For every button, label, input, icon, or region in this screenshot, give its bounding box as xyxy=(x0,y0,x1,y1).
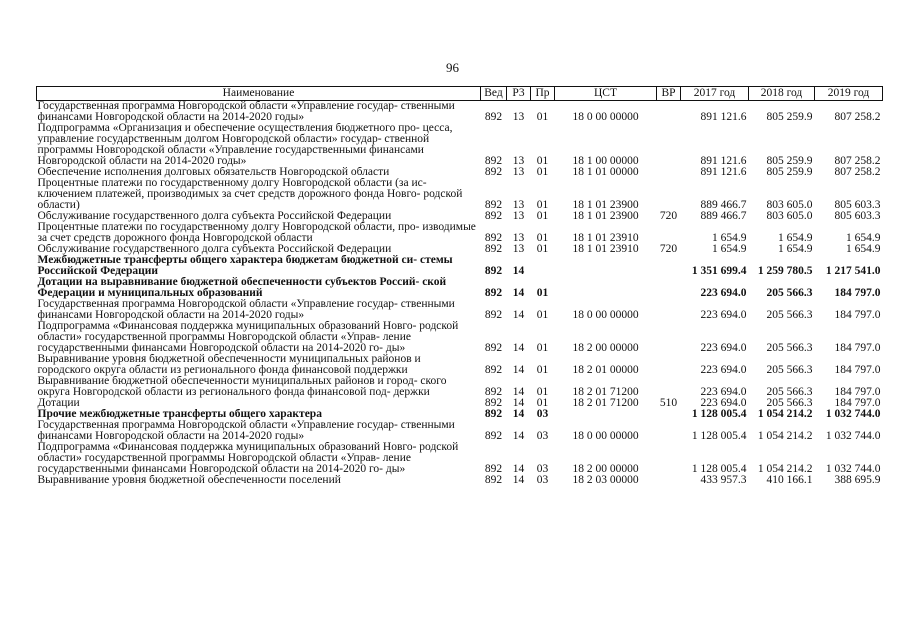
row-pr: 03 xyxy=(536,430,549,442)
header-name: Наименование xyxy=(37,87,481,101)
table-row xyxy=(37,442,883,475)
row-vr xyxy=(657,101,681,124)
row-cst: 18 2 03 00000 xyxy=(572,475,639,486)
row-2018: 205 566.3 xyxy=(766,287,813,299)
row-pr: 03 xyxy=(536,463,549,475)
row-cst xyxy=(555,277,657,299)
table-row xyxy=(37,376,883,398)
table-header-row xyxy=(37,87,883,101)
table-row xyxy=(37,420,883,442)
row-2018: 805 259.9 xyxy=(766,167,813,178)
table-row xyxy=(37,244,883,255)
row-rz: 14 xyxy=(512,364,525,376)
row-ved: 892 xyxy=(484,475,503,486)
row-rz: 13 xyxy=(512,211,525,222)
row-vr xyxy=(657,442,681,475)
row-pr: 03 xyxy=(536,409,549,420)
row-cst: 18 1 00 00000 xyxy=(572,155,639,167)
row-2018: 410 166.1 xyxy=(766,475,813,486)
row-rz: 14 xyxy=(512,386,525,398)
row-ved: 892 xyxy=(484,386,503,398)
row-2018: 205 566.3 xyxy=(766,386,813,398)
row-2017: 1 654.9 xyxy=(712,232,747,244)
row-cst: 18 2 01 71200 xyxy=(572,398,639,409)
row-ved: 892 xyxy=(484,430,503,442)
row-cst: 18 1 01 23910 xyxy=(572,232,639,244)
row-rz: 13 xyxy=(512,155,525,167)
row-2018: 805 259.9 xyxy=(766,111,813,123)
row-2017: 223 694.0 xyxy=(700,364,747,376)
row-vr xyxy=(657,376,681,398)
row-2017: 223 694.0 xyxy=(700,386,747,398)
row-2019: 184 797.0 xyxy=(834,386,881,398)
row-2018: 1 054 214.2 xyxy=(757,430,813,442)
row-2018: 205 566.3 xyxy=(766,398,813,409)
row-name: Подпрограмма «Организация и обеспечение осуществления бюджетного про- цесса, управление государственным долгом Новгородской области» государ- ственной программы Новгородской области «Управление государственными финансами Новгородской области на 2014-2020 годы» xyxy=(37,123,453,167)
row-2018: 803 605.0 xyxy=(766,199,813,211)
row-ved: 892 xyxy=(484,364,503,376)
row-2018: 1 054 214.2 xyxy=(757,409,813,420)
row-name: Подпрограмма «Финансовая поддержка муниципальных образований Новго- родской области» государственной программы Новгородской области «Управ- ление государственными финансами Новгородской области на 2014-2020 го- ды» xyxy=(37,442,459,475)
row-name: Государственная программа Новгородской области «Управление государ- ственными финансами Новгородской области на 2014-2020 годы» xyxy=(37,420,455,442)
row-ved: 892 xyxy=(484,155,503,167)
row-ved: 892 xyxy=(484,287,503,299)
row-rz: 13 xyxy=(512,244,525,255)
row-vr xyxy=(657,475,681,486)
row-cst: 18 1 01 23900 xyxy=(572,199,639,211)
row-name: Межбюджетные трансферты общего характера бюджетам бюджетной си- стемы Российской Федерации xyxy=(37,255,453,277)
row-pr: 01 xyxy=(536,199,549,211)
row-pr: 01 xyxy=(536,244,549,255)
row-2017: 223 694.0 xyxy=(700,287,747,299)
row-2018: 1 654.9 xyxy=(778,244,813,255)
row-ved: 892 xyxy=(484,309,503,321)
row-2018: 1 054 214.2 xyxy=(757,463,813,475)
row-vr xyxy=(657,123,681,167)
row-2017: 1 654.9 xyxy=(712,244,747,255)
row-2017: 891 121.6 xyxy=(700,155,747,167)
table-row xyxy=(37,222,883,244)
row-cst: 18 2 00 00000 xyxy=(572,463,639,475)
header-rz: Р3 xyxy=(507,87,531,101)
row-cst: 18 2 01 00000 xyxy=(572,364,639,376)
row-pr: 01 xyxy=(536,287,549,299)
row-vr xyxy=(657,222,681,244)
row-2017: 1 128 005.4 xyxy=(691,409,747,420)
row-ved: 892 xyxy=(484,199,503,211)
budget-table xyxy=(36,86,883,486)
row-2018: 205 566.3 xyxy=(766,309,813,321)
row-name: Процентные платежи по государственному долгу Новгородской области, про- изводимые за счет средств дорожного фонда Новгородской области xyxy=(37,222,476,244)
row-rz: 13 xyxy=(512,232,525,244)
row-vr xyxy=(657,299,681,321)
row-2019: 1 032 744.0 xyxy=(825,463,881,475)
row-cst: 18 2 00 00000 xyxy=(572,342,639,354)
row-vr xyxy=(657,354,681,376)
table-row xyxy=(37,101,883,124)
row-2019: 807 258.2 xyxy=(834,167,881,178)
row-name: Государственная программа Новгородской области «Управление государ- ственными финансами Новгородской области на 2014-2020 годы» xyxy=(37,100,455,123)
row-rz: 14 xyxy=(512,398,525,409)
row-ved: 892 xyxy=(484,244,503,255)
row-ved: 892 xyxy=(484,111,503,123)
row-rz: 14 xyxy=(512,342,525,354)
row-pr: 01 xyxy=(536,111,549,123)
row-name: Государственная программа Новгородской области «Управление государ- ственными финансами Новгородской области на 2014-2020 годы» xyxy=(37,299,455,321)
row-2019: 184 797.0 xyxy=(834,309,881,321)
row-pr: 01 xyxy=(536,342,549,354)
row-cst: 18 2 01 71200 xyxy=(572,386,639,398)
header-2018: 2018 год xyxy=(749,87,815,101)
table-row xyxy=(37,354,883,376)
row-name: Процентные платежи по государственному долгу Новгородской области (за ис- ключением платежей, производимых за счет средств дорожного фонда Новго- родской области) xyxy=(37,178,463,211)
row-2018: 803 605.0 xyxy=(766,211,813,222)
row-pr xyxy=(531,255,555,277)
table-row xyxy=(37,277,883,299)
header-pr: Пр xyxy=(531,87,555,101)
row-2017: 433 957.3 xyxy=(700,475,747,486)
row-vr xyxy=(657,321,681,354)
row-2019: 1 654.9 xyxy=(846,244,881,255)
row-2018: 805 259.9 xyxy=(766,155,813,167)
header-vr: ВР xyxy=(657,87,681,101)
row-2018: 205 566.3 xyxy=(766,342,813,354)
row-name: Выравнивание уровня бюджетной обеспеченности муниципальных районов и городского округа области из регионального фонда финансовой поддержки xyxy=(37,354,421,376)
row-cst xyxy=(555,255,657,277)
row-ved: 892 xyxy=(484,232,503,244)
row-2017: 891 121.6 xyxy=(700,167,747,178)
row-cst: 18 0 00 00000 xyxy=(572,430,639,442)
row-2019: 184 797.0 xyxy=(834,364,881,376)
row-2018: 1 259 780.5 xyxy=(757,265,813,277)
row-pr: 03 xyxy=(536,475,549,486)
row-2017: 1 128 005.4 xyxy=(691,463,747,475)
row-vr: 510 xyxy=(659,398,678,409)
row-name: Обслуживание государственного долга субъекта Российской Федерации xyxy=(37,211,392,222)
row-ved: 892 xyxy=(484,211,503,222)
row-2017: 223 694.0 xyxy=(700,309,747,321)
table-body xyxy=(37,101,883,487)
row-cst: 18 1 01 00000 xyxy=(572,167,639,178)
row-rz: 14 xyxy=(512,287,525,299)
row-cst: 18 0 00 00000 xyxy=(572,309,639,321)
row-name: Дотации на выравнивание бюджетной обеспеченности субъектов Россий- ской Федерации и муниципальных образований xyxy=(37,277,447,299)
row-rz: 14 xyxy=(512,430,525,442)
row-rz: 13 xyxy=(512,167,525,178)
row-pr: 01 xyxy=(536,386,549,398)
row-ved: 892 xyxy=(484,265,503,277)
table-row xyxy=(37,475,883,486)
table-row xyxy=(37,123,883,167)
row-2019: 805 603.3 xyxy=(834,199,881,211)
row-2019: 805 603.3 xyxy=(834,211,881,222)
row-rz: 14 xyxy=(512,475,525,486)
row-rz: 14 xyxy=(512,265,525,277)
row-ved: 892 xyxy=(484,342,503,354)
row-2018: 1 654.9 xyxy=(778,232,813,244)
row-pr: 01 xyxy=(536,211,549,222)
row-pr: 01 xyxy=(536,309,549,321)
row-2019: 807 258.2 xyxy=(834,155,881,167)
row-name: Подпрограмма «Финансовая поддержка муниципальных образований Новго- родской области» государственной программы Новгородской области «Управ- ление государственными финансами Новгородской области на 2014-2020 го- ды» xyxy=(37,321,459,354)
row-name: Прочие межбюджетные трансферты общего характера xyxy=(37,409,322,420)
row-ved: 892 xyxy=(484,409,503,420)
row-pr: 01 xyxy=(536,155,549,167)
row-2017: 891 121.6 xyxy=(700,111,747,123)
row-2017: 889 466.7 xyxy=(700,211,747,222)
table-row xyxy=(37,211,883,222)
table-row xyxy=(37,398,883,409)
table-row xyxy=(37,409,883,420)
header-2017: 2017 год xyxy=(681,87,749,101)
header-2019: 2019 год xyxy=(815,87,883,101)
row-name: Обслуживание государственного долга субъекта Российской Федерации xyxy=(37,244,392,255)
row-rz: 13 xyxy=(512,111,525,123)
row-2017: 223 694.0 xyxy=(700,398,747,409)
header-cst: ЦСТ xyxy=(555,87,657,101)
row-vr xyxy=(657,255,681,277)
row-rz: 13 xyxy=(512,199,525,211)
row-cst: 18 1 01 23910 xyxy=(572,244,639,255)
row-2019: 1 032 744.0 xyxy=(825,430,881,442)
table-row xyxy=(37,255,883,277)
row-ved: 892 xyxy=(484,398,503,409)
row-2017: 1 351 699.4 xyxy=(691,265,747,277)
row-rz: 14 xyxy=(512,409,525,420)
row-name: Дотации xyxy=(37,398,80,409)
row-2019: 807 258.2 xyxy=(834,111,881,123)
page-number: 96 xyxy=(446,60,459,75)
row-2018: 205 566.3 xyxy=(766,364,813,376)
row-pr: 01 xyxy=(536,232,549,244)
row-pr: 01 xyxy=(536,398,549,409)
row-2017: 223 694.0 xyxy=(700,342,747,354)
row-2017: 1 128 005.4 xyxy=(691,430,747,442)
row-vr: 720 xyxy=(659,211,678,222)
row-name: Выравнивание уровня бюджетной обеспеченности поселений xyxy=(37,475,341,486)
row-2019: 184 797.0 xyxy=(834,398,881,409)
row-ved: 892 xyxy=(484,167,503,178)
row-cst: 18 0 00 00000 xyxy=(572,111,639,123)
row-vr xyxy=(657,277,681,299)
row-2019: 184 797.0 xyxy=(834,287,881,299)
row-rz: 14 xyxy=(512,309,525,321)
row-name: Выравнивание бюджетной обеспеченности муниципальных районов и город- ского округа Новгородской области из регионального фонда финансовой под- держки xyxy=(37,376,447,398)
row-vr xyxy=(657,420,681,442)
row-2017: 889 466.7 xyxy=(700,199,747,211)
row-2019: 1 032 744.0 xyxy=(825,409,881,420)
row-2019: 388 695.9 xyxy=(834,475,881,486)
row-pr: 01 xyxy=(536,364,549,376)
row-2019: 184 797.0 xyxy=(834,342,881,354)
row-pr: 01 xyxy=(536,167,549,178)
row-vr: 720 xyxy=(659,244,678,255)
table-row xyxy=(37,299,883,321)
row-name: Обеспечение исполнения долговых обязательств Новгородской области xyxy=(37,167,390,178)
row-cst xyxy=(555,409,657,420)
row-ved: 892 xyxy=(484,463,503,475)
row-vr xyxy=(657,409,681,420)
table-row xyxy=(37,167,883,178)
row-2019: 1 217 541.0 xyxy=(825,265,881,277)
table-row xyxy=(37,321,883,354)
table-row xyxy=(37,178,883,211)
row-2019: 1 654.9 xyxy=(846,232,881,244)
row-vr xyxy=(657,178,681,211)
header-ved: Вед xyxy=(481,87,507,101)
row-vr xyxy=(657,167,681,178)
row-cst: 18 1 01 23900 xyxy=(572,211,639,222)
row-rz: 14 xyxy=(512,463,525,475)
